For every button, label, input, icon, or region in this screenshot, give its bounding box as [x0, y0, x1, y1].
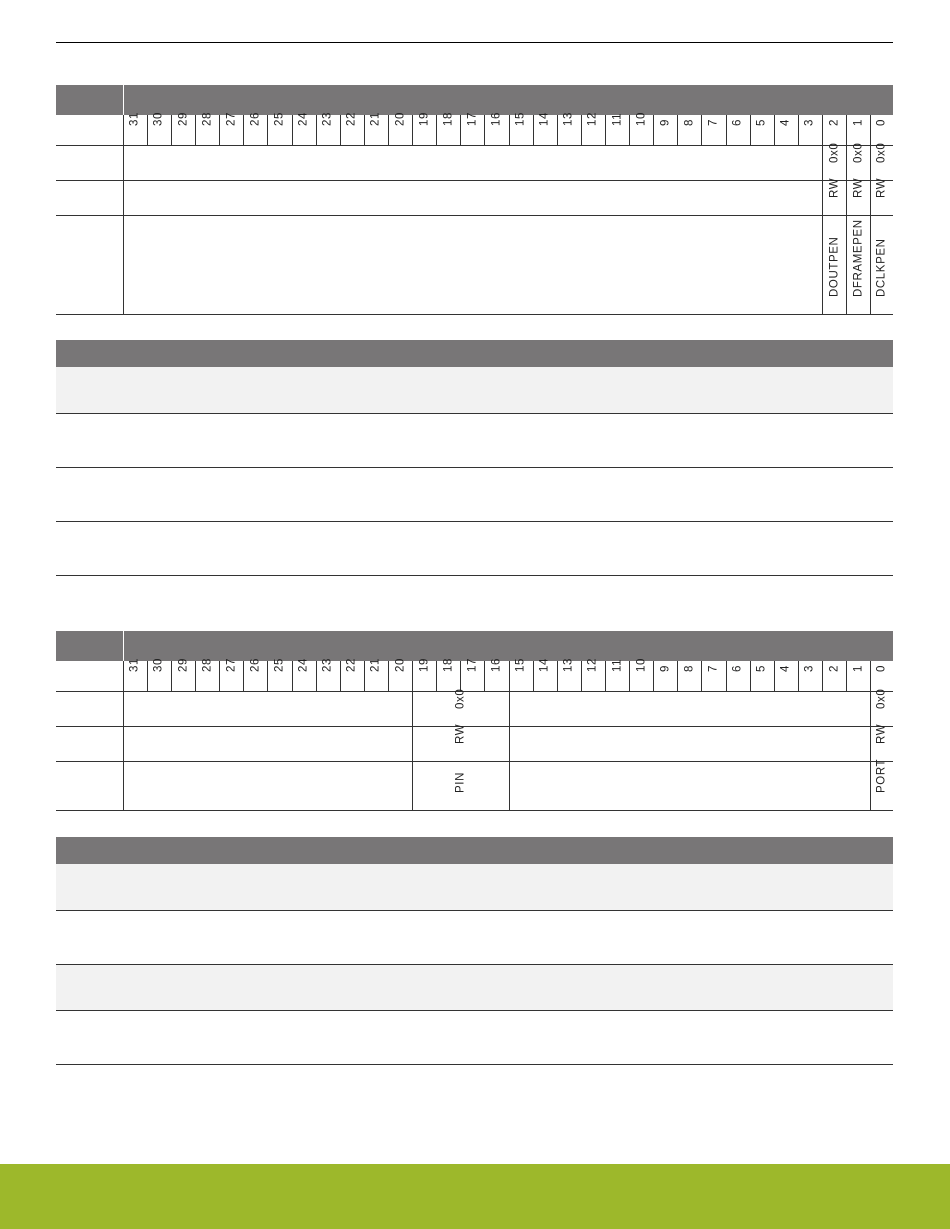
vertical-label: 4: [779, 118, 792, 126]
bit-number: [630, 657, 654, 692]
vertical-label: 19: [417, 657, 430, 672]
register1-name-row: [56, 216, 893, 315]
bit-number: [268, 657, 292, 692]
pin-field-name: [413, 762, 509, 811]
bit-number: [678, 661, 702, 692]
vertical-label: RW: [827, 177, 840, 198]
reserved-field: [123, 181, 822, 216]
bit-number: [822, 661, 846, 692]
vertical-label: 16: [490, 111, 503, 126]
bit-number: [485, 657, 509, 692]
description-row: [56, 911, 893, 965]
bit-number: [630, 111, 654, 146]
reserved-field: [123, 216, 822, 315]
bit-number: [822, 115, 846, 146]
vertical-label: 27: [225, 111, 238, 126]
vertical-label: 7: [707, 118, 720, 126]
vertical-label: 6: [731, 664, 744, 672]
vertical-label: 5: [755, 118, 768, 126]
register2-header-right: [123, 631, 893, 661]
vertical-label: 11: [610, 112, 623, 126]
vertical-label: 0x0: [851, 142, 864, 163]
bit-number: [147, 657, 171, 692]
bit-number: [847, 115, 871, 146]
vertical-label: 25: [273, 657, 286, 672]
bit-number: [581, 111, 605, 146]
vertical-label: RW: [454, 723, 467, 744]
reset-value: [822, 142, 846, 181]
bit-number: [413, 111, 437, 146]
vertical-label: 29: [176, 657, 189, 672]
bit-number: [461, 657, 485, 692]
vertical-label: DFRAMEPEN: [851, 218, 864, 297]
bit-number: [268, 111, 292, 146]
bit-number: [220, 657, 244, 692]
vertical-label: 8: [683, 664, 696, 672]
vertical-label: 23: [321, 657, 334, 672]
vertical-label: 19: [417, 111, 430, 126]
bit-number: [316, 657, 340, 692]
register2-description-table: [56, 837, 893, 1065]
pin-access-value: [413, 723, 509, 762]
reset-value: [847, 142, 871, 181]
top-rule: [56, 42, 893, 43]
bit-number: [389, 657, 413, 692]
register1-header-left: [56, 85, 123, 115]
bit-number: [364, 111, 388, 146]
bit-number: [798, 115, 822, 146]
register2-header-row: [56, 631, 893, 661]
vertical-label: 9: [659, 118, 672, 126]
vertical-label: 20: [393, 657, 406, 672]
vertical-label: 0x0: [827, 142, 840, 163]
register2-bit-row: [56, 661, 893, 692]
vertical-label: 12: [586, 111, 599, 126]
vertical-label: PIN: [454, 771, 467, 793]
reserved-field: [123, 146, 822, 181]
vertical-label: 1: [851, 118, 864, 126]
bit-number: [871, 115, 893, 146]
port-field-name: [871, 758, 893, 811]
pin-reset-value: [413, 688, 509, 727]
description-row: [56, 965, 893, 1011]
bit-number: [437, 111, 461, 146]
bit-number: [750, 661, 774, 692]
vertical-label: PORT: [875, 758, 888, 793]
description-header: [56, 340, 893, 367]
register1-description-table: [56, 340, 893, 576]
port-reset-value: [871, 688, 893, 727]
bit-number: [413, 657, 437, 692]
field-name: [871, 216, 893, 315]
bit-number: [726, 115, 750, 146]
vertical-label: 31: [128, 111, 141, 126]
bit-number: [871, 661, 893, 692]
vertical-label: 7: [707, 664, 720, 672]
vertical-label: 21: [369, 111, 382, 126]
vertical-label: 30: [152, 111, 165, 126]
bit-number: [196, 111, 220, 146]
bit-number: [533, 111, 557, 146]
bit-number: [509, 657, 533, 692]
bit-number: [292, 111, 316, 146]
vertical-label: 12: [586, 657, 599, 672]
vertical-label: 22: [345, 657, 358, 672]
bit-number: [606, 112, 630, 146]
vertical-label: 9: [659, 664, 672, 672]
field-name: [822, 216, 846, 315]
vertical-label: 24: [297, 111, 310, 126]
vertical-label: 10: [634, 111, 647, 126]
vertical-label: 26: [249, 657, 262, 672]
bit-number: [340, 657, 364, 692]
register1-header-right: [123, 85, 893, 115]
vertical-label: 27: [225, 657, 238, 672]
bit-number: [389, 111, 413, 146]
vertical-label: 20: [393, 111, 406, 126]
vertical-label: RW: [875, 723, 888, 744]
bit-number: [774, 661, 798, 692]
vertical-label: 6: [731, 118, 744, 126]
bit-number: [798, 661, 822, 692]
access-value: [847, 177, 871, 216]
name-row-label: [56, 762, 123, 811]
vertical-label: 17: [466, 111, 479, 126]
vertical-label: 22: [345, 111, 358, 126]
bit-number: [847, 661, 871, 692]
bit-number: [244, 657, 268, 692]
vertical-label: DCLKPEN: [875, 237, 888, 297]
bit-number: [606, 658, 630, 692]
register2-bit-table: [56, 631, 893, 811]
vertical-label: 13: [562, 111, 575, 126]
vertical-label: 24: [297, 657, 310, 672]
register1-bit-row-label: [56, 115, 123, 146]
bit-number: [774, 115, 798, 146]
access-row-label: [56, 181, 123, 216]
description-header: [56, 837, 893, 864]
bit-number: [557, 657, 581, 692]
bit-number: [581, 657, 605, 692]
vertical-label: 16: [490, 657, 503, 672]
vertical-label: 30: [152, 657, 165, 672]
vertical-label: 14: [538, 657, 551, 672]
reserved-field: [123, 727, 412, 762]
vertical-label: RW: [851, 177, 864, 198]
register1-reset-row: [56, 146, 893, 181]
register2-name-row: [56, 762, 893, 811]
reset-row-label: [56, 146, 123, 181]
bit-number: [340, 111, 364, 146]
bit-number: [220, 111, 244, 146]
reserved-field: [509, 692, 871, 727]
bit-number: [147, 111, 171, 146]
reserved-field: [509, 727, 871, 762]
bit-number: [654, 115, 678, 146]
footer-bar: [0, 1164, 950, 1229]
description-row: [56, 864, 893, 911]
description-row: [56, 414, 893, 468]
vertical-label: 4: [779, 664, 792, 672]
reserved-field: [123, 692, 412, 727]
vertical-label: 26: [249, 111, 262, 126]
register1-header-row: [56, 85, 893, 115]
bit-number: [123, 657, 147, 692]
access-value: [822, 177, 846, 216]
vertical-label: 14: [538, 111, 551, 126]
bit-number: [123, 111, 147, 146]
name-row-label: [56, 216, 123, 315]
bit-number: [485, 111, 509, 146]
description-row: [56, 1011, 893, 1065]
vertical-label: 21: [369, 657, 382, 672]
register2-header-left: [56, 631, 123, 661]
description-row: [56, 468, 893, 522]
vertical-label: 3: [803, 664, 816, 672]
bit-number: [172, 657, 196, 692]
vertical-label: 18: [442, 657, 455, 672]
vertical-label: 18: [442, 111, 455, 126]
register2-reset-row: [56, 692, 893, 727]
bit-number: [292, 657, 316, 692]
port-access-value: [871, 723, 893, 762]
vertical-label: 15: [514, 111, 527, 126]
register2-access-row: [56, 727, 893, 762]
reserved-field: [123, 762, 412, 811]
vertical-label: 28: [200, 657, 213, 672]
bit-number: [702, 115, 726, 146]
vertical-label: 0: [875, 664, 888, 672]
reset-row-label: [56, 692, 123, 727]
bit-number: [557, 111, 581, 146]
vertical-label: 3: [803, 118, 816, 126]
vertical-label: RW: [875, 177, 888, 198]
vertical-label: 0x0: [875, 142, 888, 163]
vertical-label: 2: [827, 664, 840, 672]
bit-number: [172, 111, 196, 146]
vertical-label: 5: [755, 664, 768, 672]
vertical-label: 15: [514, 657, 527, 672]
bit-number: [461, 111, 485, 146]
vertical-label: 2: [827, 118, 840, 126]
vertical-label: 23: [321, 111, 334, 126]
access-row-label: [56, 727, 123, 762]
bit-number: [702, 661, 726, 692]
description-row: [56, 522, 893, 576]
bit-number: [726, 661, 750, 692]
bit-number: [316, 111, 340, 146]
vertical-label: 13: [562, 657, 575, 672]
field-name: [847, 216, 871, 315]
reset-value: [871, 142, 893, 181]
vertical-label: 8: [683, 118, 696, 126]
vertical-label: 10: [634, 657, 647, 672]
vertical-label: 25: [273, 111, 286, 126]
vertical-label: 31: [128, 657, 141, 672]
vertical-label: 1: [851, 664, 864, 672]
access-value: [871, 177, 893, 216]
bit-number: [678, 115, 702, 146]
vertical-label: 0: [875, 118, 888, 126]
bit-number: [364, 657, 388, 692]
bit-number: [750, 115, 774, 146]
bit-number: [196, 657, 220, 692]
register2-bit-row-label: [56, 661, 123, 692]
register1-bit-table: [56, 85, 893, 315]
description-row: [56, 367, 893, 414]
vertical-label: 29: [176, 111, 189, 126]
bit-number: [509, 111, 533, 146]
vertical-label: DOUTPEN: [827, 236, 840, 297]
vertical-label: 28: [200, 111, 213, 126]
reserved-field: [509, 762, 871, 811]
vertical-label: 0x0: [454, 688, 467, 709]
vertical-label: 17: [466, 657, 479, 672]
vertical-label: 0x0: [875, 688, 888, 709]
vertical-label: 11: [610, 658, 623, 672]
bit-number: [437, 657, 461, 692]
register1-access-row: [56, 181, 893, 216]
register1-bit-row: [56, 115, 893, 146]
bit-number: [244, 111, 268, 146]
bit-number: [533, 657, 557, 692]
bit-number: [654, 661, 678, 692]
